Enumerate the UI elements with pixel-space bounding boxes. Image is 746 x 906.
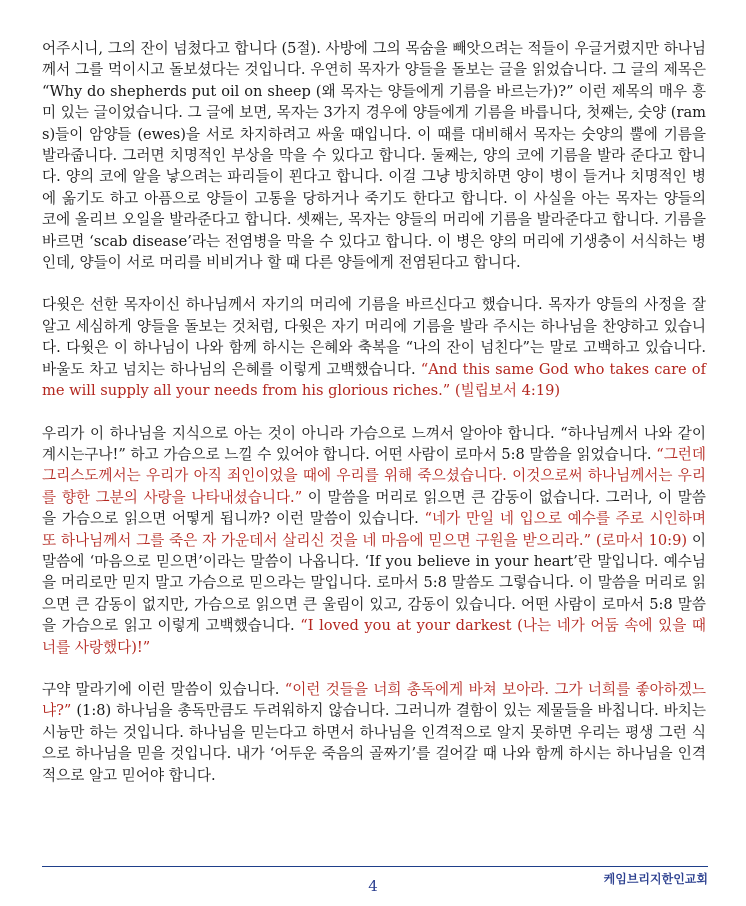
paragraph-text: 다윗은 선한 목자이신 하나님께서 자기의 머리에 기름을 바르신다고 했습니다. 목자가 양들의 사정을 잘 알고 세심하게 양들을 돌보는 것처럼, 다윗은 자기 머리에 기름을 발라 주시는 하나님을 찬양하고 있습니다. 다윗은 이 하나님이 나와 함께 하시는 은혜와 축복을 “나의 잔이 넘친다”는 말로 고백하고 있습니다. 바울도 차고 넘치는 하나님의 은혜를 이렇게 고백했습니다.	[42, 296, 706, 378]
paragraph	[42, 679, 706, 786]
paragraph-text: 이 말씀에 ‘마음으로 믿으면’이라는 말씀이 나옵니다. ‘If you believe in your heart’란 말입니다. 예수님을 머리로만 믿지 말고 가슴으로 믿으라는 말입니다. 로마서 5:8 말씀도 그렇습니다. 이 말씀을 머리로 읽으면 큰 감동이 없지만, 가슴으로 읽으면 큰 울림이 있고, 감동이 있습니다. 어떤 사람이 로마서 5:8 말씀을 가슴으로 읽고 이렇게 고백했습니다.	[42, 531, 706, 635]
scripture-quote: “이런 것들을 너희 총독에게 바쳐 보아라. 그가 너희를 좋아하겠느냐?”	[42, 680, 706, 720]
scripture-quote: “I loved you at your darkest (나는 네가 어둠 속에 있을 때 너를 사랑했다)!”	[42, 617, 707, 656]
paragraph	[42, 294, 706, 401]
paragraph-text: 어주시니, 그의 잔이 넘쳤다고 합니다 (5절). 사방에 그의 목숨을 빼앗으려는 적들이 우글거렸지만 하나님께서 그를 먹이시고 돌보셨다는 것입니다. 우연히 목자가 양들을 돌보는 글을 읽었습니다. 그 글의 제목은 “Why do shepherds put oil on sheep (왜 목자는 양들에게 기름을 바르는가)?” 이런 제목의 매우 흥미 있는 글이었습니다. 그 글에 보면, 목자는 3가지 경우에 양들에게 기름을 바릅니다, 첫째는, 숫양 (rams)들이 암양들 (ewes)을 서로 차지하려고 싸울 때입니다. 이 때를 대비해서 목자는 숫양의 뿔에 기름을 발라줍니다. 그러면 치명적인 부상을 막을 수 있다고 합니다. 둘째는, 양의 코에 기름을 발라 준다고 합니다. 양의 코에 알을 낳으려는 파리들이 꾄다고 합니다. 이걸 그냥 방치하면 양이 병이 들거나 치명적인 병에 옮기도 하고 아픔으로 양들이 고통을 당하거나 죽기도 한다고 합니다. 이 사실을 아는 목자는 양들의 코에 올리브 오일을 발라준다고 합니다. 셋째는, 목자는 양들의 머리에 기름을 발라준다고 합니다. 기름을 바르면 ‘scab disease’라는 전염병을 막을 수 있다고 합니다. 이 병은 양의 머리에 기생충이 서식하는 병인데, 양들이 서로 머리를 비비거나 할 때 다른 양들에게 전염된다고 합니다.	[42, 40, 706, 272]
paragraph	[42, 38, 706, 273]
church-name: 케임브리지한인교회	[603, 872, 708, 886]
scripture-quote: “네가 만일 네 입으로 예수를 주로 시인하며 또 하나님께서 그를 죽은 자 가운데서 살리신 것을 네 마음에 믿으면 구원을 받으리라.” (로마서 10:9)	[42, 510, 706, 549]
footer-divider	[42, 866, 708, 867]
paragraph-text: 우리가 이 하나님을 지식으로 아는 것이 아니라 가슴으로 느껴서 알아야 합니다. “하나님께서 나와 같이 계시는구나!” 하고 가슴으로 느낄 수 있어야 합니다. 어떤 사람이 로마서 5:8 말씀을 읽었습니다.	[42, 424, 706, 463]
scripture-quote: “And this same God who takes care of me will supply all your needs from his glorious riches.” (빌립보서 4:19)	[42, 360, 706, 400]
paragraph	[42, 423, 706, 658]
paragraph-text: 구약 말라기에 이런 말씀이 있습니다.	[42, 680, 285, 698]
paragraph-text: 이 말씀을 머리로 읽으면 큰 감동이 없습니다. 그러나, 이 말씀을 가슴으로 읽으면 어떻게 됩니까? 이런 말씀이 있습니다.	[42, 488, 706, 528]
paragraph-text: (1:8) 하나님을 총독만큼도 두려워하지 않습니다. 그러니까 결함이 있는 제물들을 바칩니다. 바치는 시늉만 하는 것입니다. 하나님을 믿는다고 하면서 하나님을 인격적으로 알지 못하면 우리는 평생 그런 식으로 하나님을 믿을 것입니다. 내가 ‘어두운 죽음의 골짜기’를 걸어갈 때 나와 함께 하시는 하나님을 인격적으로 알고 믿어야 합니다.	[42, 702, 706, 784]
page-number: 4	[368, 877, 378, 895]
scripture-quote: “그런데 그리스도께서는 우리가 아직 죄인이었을 때에 우리를 위해 죽으셨습니다. 이것으로써 하나님께서는 우리를 향한 그분의 사랑을 나타내셨습니다.”	[42, 445, 706, 506]
sermon-body	[42, 38, 706, 807]
